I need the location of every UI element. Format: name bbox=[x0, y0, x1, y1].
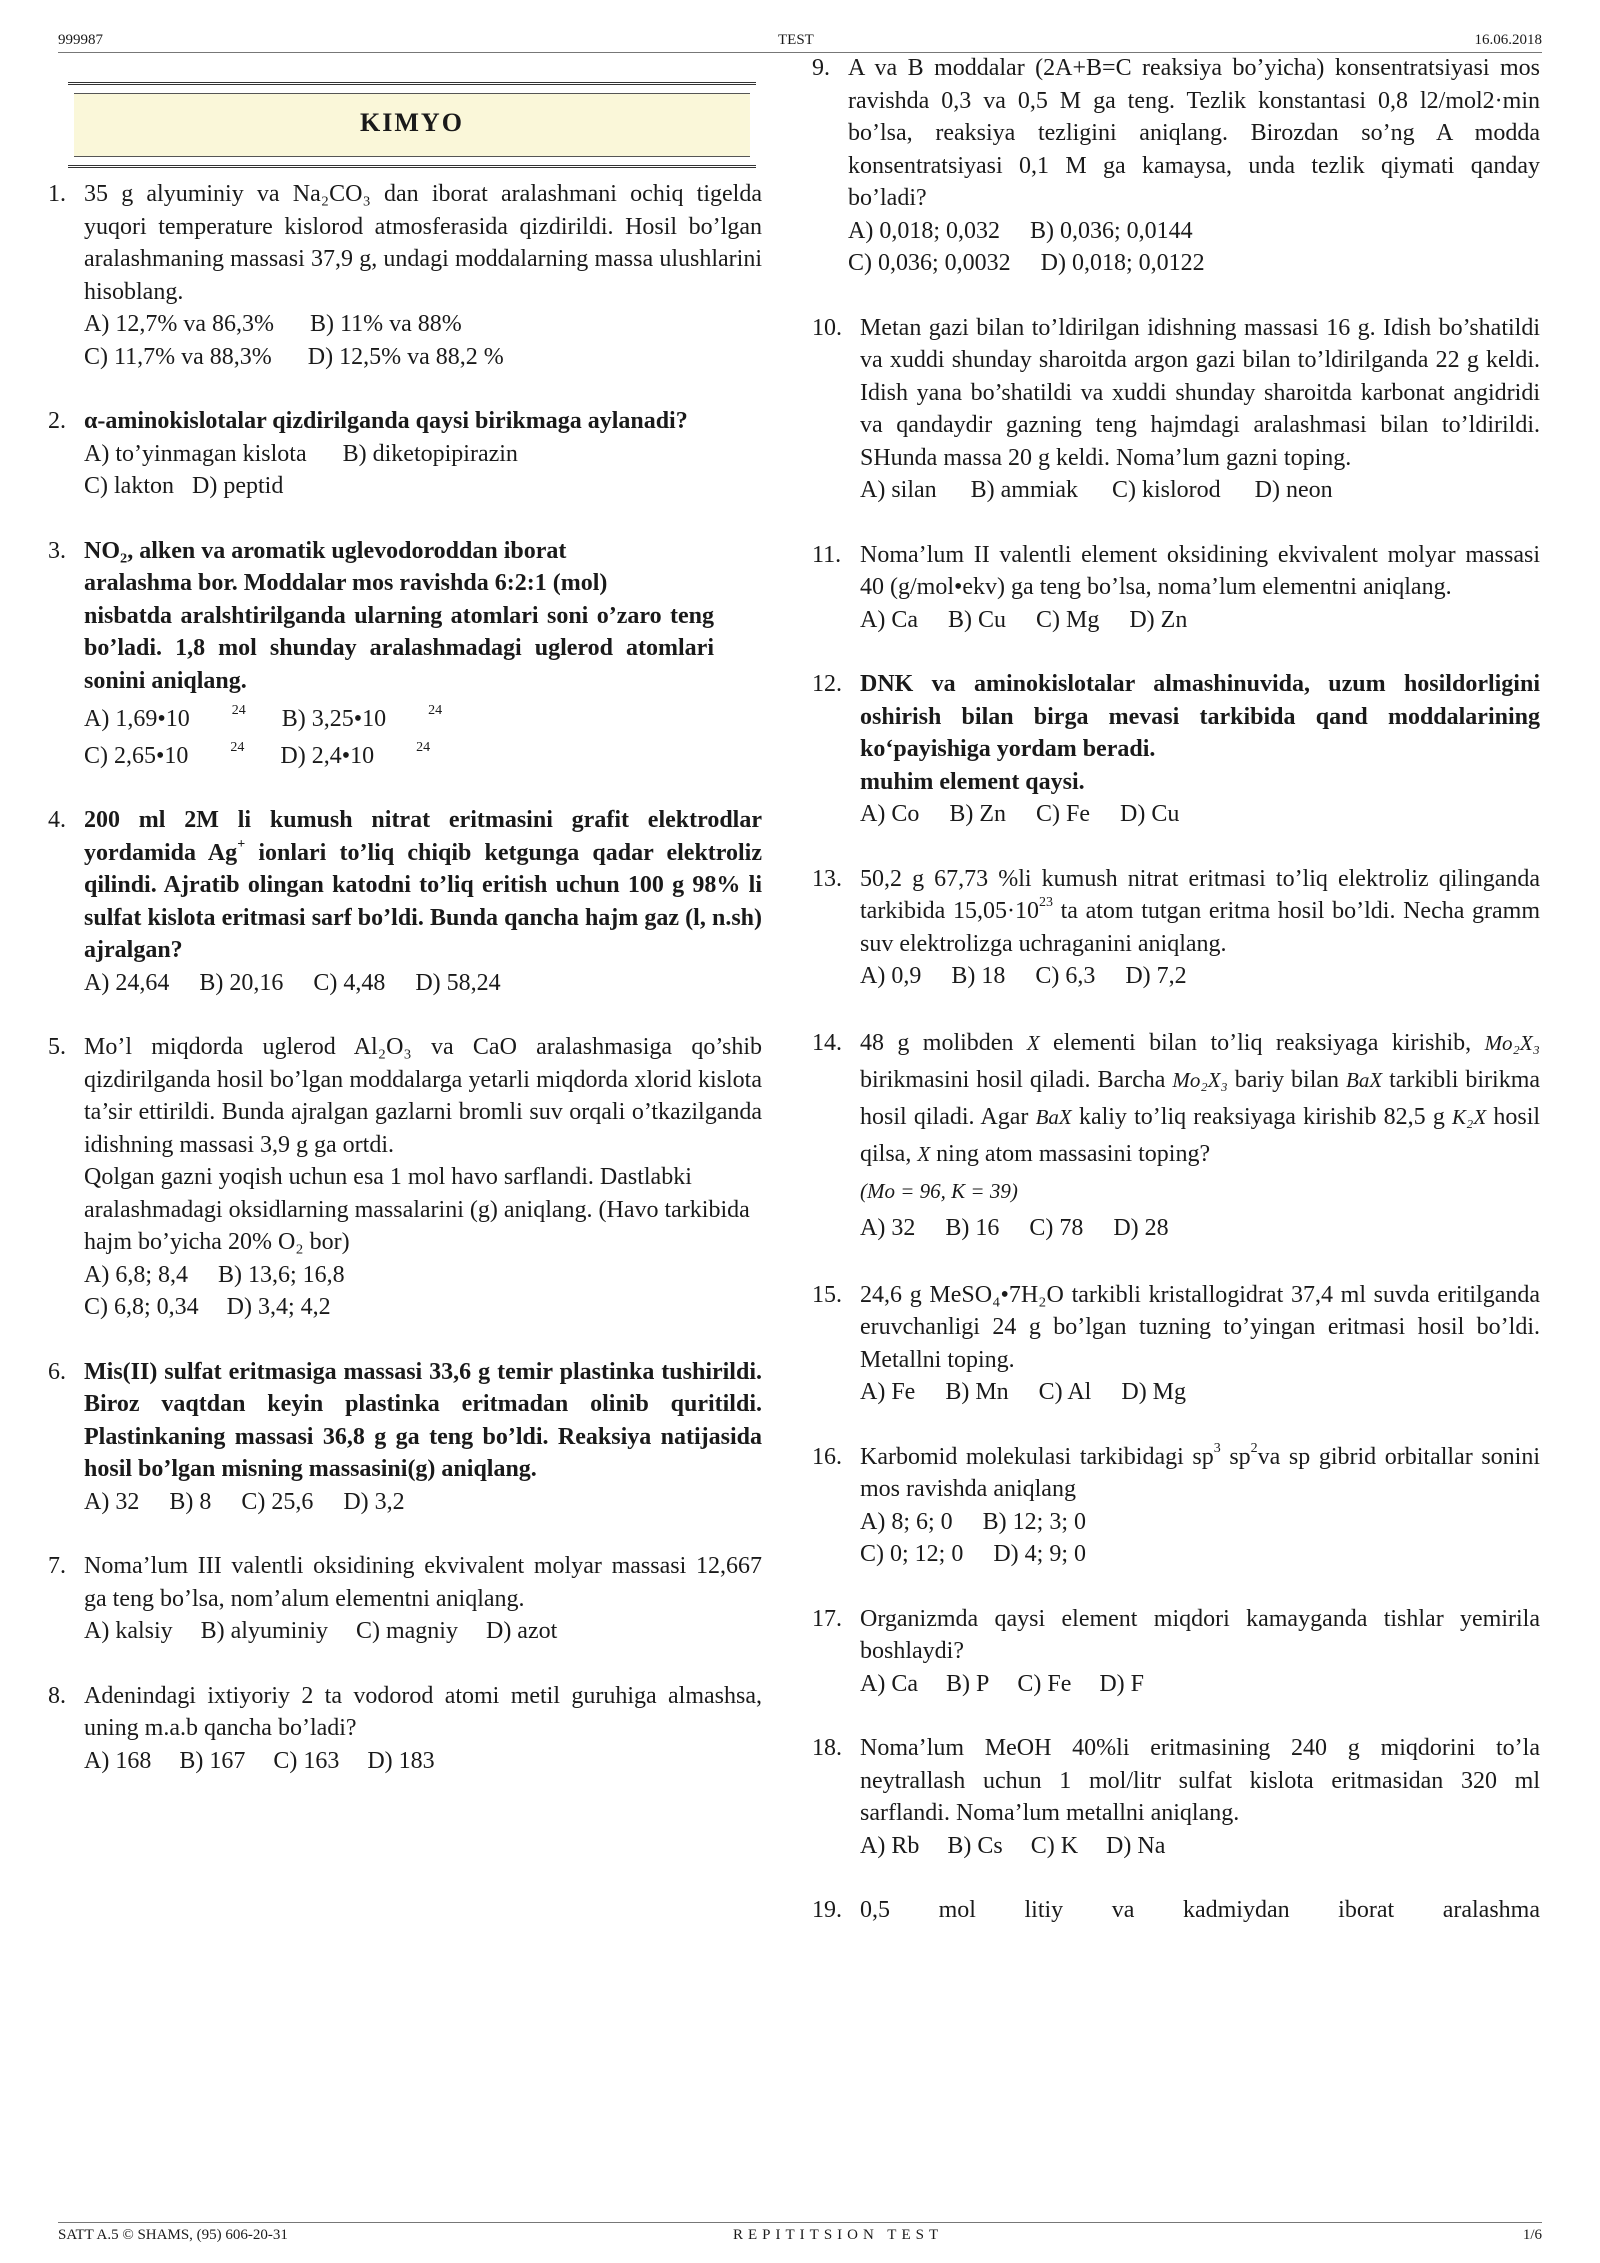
question-14 bbox=[812, 1025, 1540, 1247]
answer-option[interactable]: B) 13,6; 16,8 bbox=[218, 1261, 345, 1288]
answer-option[interactable]: D) 3,2 bbox=[343, 1488, 405, 1515]
answer-option[interactable]: D) 28 bbox=[1113, 1214, 1169, 1241]
answer-option[interactable]: C) 11,7% va 88,3% bbox=[84, 343, 272, 370]
question-text-line: nisbatda aralshtirilganda ularning atomlari soni o’zaro teng bo’ladi. 1,8 mol shunday aralashmadagi uglerod atomlari sonini aniqlang. bbox=[84, 602, 714, 694]
header-title: TEST bbox=[778, 32, 814, 48]
answer-option[interactable]: D) 2,4•10 $^{24}$ bbox=[280, 739, 431, 769]
question-17 bbox=[812, 1603, 1540, 1701]
question-3 bbox=[48, 535, 762, 773]
question-text: Mis(II) sulfat eritmasiga massasi 33,6 g temir plastinka tushirildi. Biroz vaqtdan keyin plastinka eritmadan olinib quritildi. Plastinkaning massasi 36,8 g ga teng bo’ldi. Reaksiya natijasida hosil bo’lgan misning massasini(g) aniqlang. bbox=[84, 1358, 762, 1482]
answer-option[interactable]: C) 0,036; 0,0032 bbox=[848, 250, 1011, 276]
left-column bbox=[48, 178, 762, 1809]
question-15 bbox=[812, 1279, 1540, 1409]
question-text: α-aminokislotalar qizdirilganda qaysi birikmaga aylanadi? bbox=[84, 408, 688, 434]
answer-option[interactable]: D) neon bbox=[1254, 477, 1333, 503]
question-text: 24,6 g MeSO₄•7H₂O tarkibli kristallogidrat 37,4 ml suvda eritilganda eruvchanligi 24 g bo’lgan tuzning to’yingan eritmasi hosil bo’ldi. Metallni toping. bbox=[860, 1281, 1540, 1373]
question-number: 13. bbox=[812, 865, 842, 892]
answer-option[interactable]: C) Fe bbox=[1017, 1670, 1072, 1697]
answer-option[interactable]: A) 6,8; 8,4 bbox=[84, 1261, 188, 1288]
answer-option[interactable]: D) 3,4; 4,2 bbox=[226, 1294, 331, 1320]
footer-page-number: 1/6 bbox=[1522, 2227, 1542, 2243]
question-number: 9. bbox=[812, 55, 830, 81]
answer-option[interactable]: B) P bbox=[945, 1670, 990, 1697]
footer-copyright: SATT A.5 © SHAMS, (95) 606-20-31 bbox=[58, 2227, 288, 2243]
question-19 bbox=[812, 1894, 1540, 1927]
question-number: 17. bbox=[812, 1605, 842, 1632]
answer-option[interactable]: C) 25,6 bbox=[241, 1488, 314, 1515]
question-number: 8. bbox=[48, 1682, 66, 1709]
answer-option[interactable]: D) 7,2 bbox=[1125, 963, 1187, 989]
answer-option[interactable]: A) Ca bbox=[860, 1670, 918, 1697]
answer-option[interactable]: C) 163 bbox=[273, 1747, 340, 1774]
answer-option[interactable]: B) 20,16 bbox=[199, 969, 284, 996]
answer-option[interactable]: B) Mn bbox=[945, 1379, 1009, 1405]
answer-option[interactable]: B) diketopipirazin bbox=[342, 440, 518, 467]
question-16 bbox=[812, 1441, 1540, 1571]
answer-option[interactable]: D) azot bbox=[485, 1618, 558, 1644]
answer-option[interactable]: B) Zn bbox=[949, 801, 1007, 827]
question-text: Noma’lum III valentli oksidining ekvivalent molyar massasi 12,667 ga teng bo’lsa, nom’alum elementni aniqlang. bbox=[84, 1553, 762, 1612]
question-text: A va B moddalar (2A+B=C reaksiya bo’yicha) konsentratsiyasi mos ravishda 0,3 va 0,5 M ga teng. Tezlik konstantasi 0,8 l2/mol2·min bo’lsa, reaksiya tezligini aniqlang. Birozdan so’ng A modda konsentratsiyasi 0,1 M ga kamaysa, unda tezlik qiymati qanday bo’ladi? bbox=[848, 55, 1540, 211]
answer-option[interactable]: C) lakton bbox=[84, 473, 174, 499]
answer-option[interactable]: D) F bbox=[1099, 1670, 1145, 1697]
page-header bbox=[58, 30, 1542, 53]
answer-option[interactable]: D) Cu bbox=[1120, 801, 1180, 827]
answer-option[interactable]: C) 6,8; 0,34 bbox=[84, 1294, 199, 1320]
subject-title: KIMYO bbox=[74, 93, 750, 157]
answer-option[interactable]: C) kislorod bbox=[1111, 477, 1221, 503]
answer-option[interactable]: B) 167 bbox=[179, 1747, 246, 1774]
question-text: Adenindagi ixtiyoriy 2 ta vodorod atomi metil guruhiga almashsa, uning m.a.b qancha bo’ladi? bbox=[84, 1682, 762, 1741]
right-column bbox=[812, 52, 1540, 1927]
answer-option[interactable]: C) 6,3 bbox=[1035, 963, 1096, 989]
question-8 bbox=[48, 1680, 762, 1778]
answer-option[interactable]: B) 11% va 88% bbox=[309, 311, 462, 337]
answer-option[interactable]: C) K bbox=[1030, 1832, 1079, 1859]
page-footer bbox=[58, 2222, 1542, 2245]
question-text: Qolgan gazni yoqish uchun esa 1 mol havo sarflandi. Dastlabki aralashmadagi oksidlarning massalarini (g) aniqlang. (Havo tarkibida hajm bo’yicha 20% O₂ bor) bbox=[84, 1164, 750, 1255]
answer-option[interactable]: C) magniy bbox=[355, 1618, 458, 1644]
subject-banner bbox=[68, 82, 756, 168]
question-6 bbox=[48, 1356, 762, 1519]
question-number: 6. bbox=[48, 1358, 66, 1385]
answer-option[interactable]: B) ammiak bbox=[970, 477, 1078, 503]
answer-option[interactable]: D) 0,018; 0,0122 bbox=[1040, 250, 1205, 276]
answer-option[interactable]: B) alyuminiy bbox=[200, 1618, 328, 1644]
question-text: 200 ml 2M li kumush nitrat eritmasini grafit elektrodlar yordamida Ag+ ionlari to’liq chiqib ketgunga qadar elektroliz qilindi. Ajratib olingan katodni to’liq eritish uchun 100 g 98% li sulfat kislota eritmasi sarf bo’ldi. Bunda qancha hajm gaz (l, n.sh) ajralgan? bbox=[84, 807, 763, 963]
answer-option[interactable]: D) 12,5% va 88,2 % bbox=[307, 343, 504, 370]
answer-option[interactable]: B) 16 bbox=[945, 1214, 1000, 1241]
answer-option[interactable]: A) 168 bbox=[84, 1747, 152, 1774]
question-number: 10. bbox=[812, 314, 842, 341]
question-text-line: NO₂, alken va aromatik uglevodoroddan iborat bbox=[84, 537, 567, 564]
answer-option[interactable]: D) Na bbox=[1106, 1832, 1166, 1859]
question-number: 12. bbox=[812, 671, 842, 697]
answer-option[interactable]: A) Fe bbox=[860, 1379, 916, 1405]
answer-option[interactable]: A) 32 bbox=[84, 1488, 140, 1515]
question-text: 0,5 mol litiy va kadmiydan iborat aralashma bbox=[860, 1897, 1540, 1923]
answer-option[interactable]: B) Cu bbox=[947, 606, 1006, 633]
question-10 bbox=[812, 312, 1540, 507]
answer-option[interactable]: B) 18 bbox=[951, 963, 1006, 989]
answer-option[interactable]: D) 183 bbox=[367, 1747, 435, 1774]
answer-options bbox=[84, 308, 762, 341]
answer-option[interactable]: A) 0,018; 0,032 bbox=[848, 217, 1000, 244]
given-values: (Mo = 96, K = 39) bbox=[860, 1178, 1018, 1203]
question-12 bbox=[812, 668, 1540, 831]
question-number: 18. bbox=[812, 1735, 842, 1761]
question-text: Metan gazi bilan to’ldirilgan idishning massasi 16 g. Idish bo’shatildi va xuddi shunday sharoitda argon gazi bilan to’ldirilganda 22 g keldi. Idish yana bo’shatildi va xuddi shunday sharoitda karbonat angidridi va qandaydir gazning teng hajmdagi aralashmasi bilan to’ldirildi. SHunda massa 20 g keldi. Noma’lum gazni toping. bbox=[860, 314, 1540, 471]
answer-option[interactable]: A) Co bbox=[860, 801, 920, 827]
answer-option[interactable]: C) 0; 12; 0 bbox=[860, 1541, 964, 1567]
question-text: Mo’l miqdorda uglerod Al₂O₃ va CaO aralashmasiga qo’shib qizdirilganda hosil bo’lgan moddalarga yetarli miqdorda xlorid kislota ta’sir ettirildi. Bunda ajralgan gazlarni bromli suv orqali o’tkazilganda idishning massasi 3,9 g ga ortdi. bbox=[84, 1034, 762, 1158]
answer-option[interactable]: A) to’yinmagan kislota bbox=[84, 440, 307, 467]
question-4 bbox=[48, 804, 762, 999]
question-13 bbox=[812, 863, 1540, 993]
answer-option[interactable]: C) 78 bbox=[1029, 1214, 1084, 1241]
question-number: 4. bbox=[48, 807, 66, 833]
answer-option[interactable]: A) 0,9 bbox=[860, 963, 922, 989]
question-text: 48 g molibden X elementi bilan to’liq reaksiyaga kirishib, Mo₂X₃ birikmasini hosil qiladi. Barcha Mo₂X₃ bariy bilan BaX tarkibli birikma hosil qiladi. Agar BaX kaliy to’liq reaksiyaga kirishib 82,5 g K₂X hosil qilsa, X ning atom massasini toping? bbox=[860, 1029, 1541, 1167]
footer-title: REPITITSION TEST bbox=[733, 2227, 944, 2243]
question-text: Karbomid molekulasi tarkibidagi $sp^3$ $sp^2va$ sp gibrid orbitallar sonini mos ravishda aniqlang bbox=[860, 1440, 1540, 1502]
answer-option[interactable]: B) 0,036; 0,0144 bbox=[1030, 217, 1193, 244]
answer-option[interactable]: B) 3,25•10 $^{24}$ bbox=[281, 703, 443, 732]
answer-option[interactable]: A) Rb bbox=[860, 1832, 920, 1859]
question-11 bbox=[812, 539, 1540, 637]
answer-option[interactable]: D) Zn bbox=[1129, 606, 1188, 633]
question-text: Noma’lum MeOH 40%li eritmasining 240 g miqdorini to’la neytrallash uchun 1 mol/litr sulfat kislota eritmasidan 320 ml sarflandi. Noma’lum metallni aniqlang. bbox=[860, 1735, 1540, 1826]
question-number: 11. bbox=[812, 541, 842, 568]
answer-option[interactable]: C) Mg bbox=[1036, 606, 1100, 633]
question-text: 50,2 g 67,73 %li kumush nitrat eritmasi to’liq elektroliz qilinganda tarkibida $15,05\cdot 10^{23}$ ta atom tutgan eritma hosil bo’ldi. Necha gramm suv elektrolizga uchraganini aniqlang. bbox=[860, 865, 1541, 957]
answer-option[interactable]: A) kalsiy bbox=[84, 1618, 173, 1644]
answer-option[interactable]: A) 12,7% va 86,3% bbox=[84, 311, 274, 337]
answer-option[interactable]: A) 24,64 bbox=[84, 969, 170, 996]
question-number: 16. bbox=[812, 1443, 842, 1470]
question-9 bbox=[812, 52, 1540, 280]
answer-option[interactable]: D) 4; 9; 0 bbox=[993, 1541, 1087, 1567]
answer-option[interactable]: A) 1,69•10 $^{24}$ bbox=[84, 703, 246, 732]
answer-option[interactable]: B) 8 bbox=[169, 1488, 212, 1515]
answer-option[interactable]: A) 8; 6; 0 bbox=[860, 1508, 953, 1535]
question-text: DNK va aminokislotalar almashinuvida, uzum hosildorligini oshirish bilan birga mevasi tarkibida qand moddalarining ko‘payishiga yordam beradi. bbox=[860, 671, 1540, 762]
answer-option[interactable]: D) peptid bbox=[192, 473, 284, 499]
question-text: muhim element qaysi. bbox=[860, 768, 1085, 795]
question-text: Noma’lum II valentli element oksidining ekvivalent molyar massasi 40 (g/mol•ekv) ga teng bo’lsa, noma’lum elementni aniqlang. bbox=[860, 541, 1540, 600]
answer-option[interactable]: C) 2,65•10 $^{24}$ bbox=[84, 739, 245, 769]
question-number: 19. bbox=[812, 1897, 842, 1923]
answer-option[interactable]: A) 32 bbox=[860, 1214, 916, 1241]
answer-option[interactable]: B) Cs bbox=[947, 1832, 1003, 1859]
answer-option[interactable]: C) 4,48 bbox=[313, 969, 386, 996]
answer-option[interactable]: D) 58,24 bbox=[415, 969, 501, 996]
answer-option[interactable]: C) Fe bbox=[1036, 801, 1091, 827]
answer-option[interactable]: D) Mg bbox=[1121, 1379, 1187, 1405]
question-2 bbox=[48, 405, 762, 503]
question-number: 3. bbox=[48, 537, 66, 564]
question-5 bbox=[48, 1031, 762, 1324]
answer-option[interactable]: A) Ca bbox=[860, 606, 918, 633]
question-1 bbox=[48, 178, 762, 373]
answer-option[interactable]: C) Al bbox=[1038, 1379, 1092, 1405]
answer-option[interactable]: B) 12; 3; 0 bbox=[982, 1508, 1087, 1535]
question-number: 14. bbox=[812, 1029, 842, 1056]
question-text-line: aralashma bor. Moddalar mos ravishda 6:2:1 (mol) bbox=[84, 570, 608, 596]
question-number: 1. bbox=[48, 181, 66, 207]
header-code: 999987 bbox=[58, 32, 103, 48]
question-number: 15. bbox=[812, 1281, 842, 1308]
question-18 bbox=[812, 1732, 1540, 1862]
question-number: 2. bbox=[48, 408, 66, 434]
question-number: 7. bbox=[48, 1553, 66, 1579]
header-date: 16.06.2018 bbox=[1474, 32, 1542, 48]
answer-option[interactable]: A) silan bbox=[860, 477, 937, 503]
question-7 bbox=[48, 1550, 762, 1648]
question-text: Organizmda qaysi element miqdori kamayganda tishlar yemirila boshlaydi? bbox=[860, 1605, 1540, 1664]
question-text: 35 g alyuminiy va Na₂CO₃ dan iborat aralashmani ochiq tigelda yuqori temperature kislorod atmosferasida qizdirildi. Hosil bo’lgan aralashmaning massasi 37,9 g, undagi moddalarning massa ulushlarini hisoblang. bbox=[84, 181, 762, 305]
question-number: 5. bbox=[48, 1034, 66, 1060]
